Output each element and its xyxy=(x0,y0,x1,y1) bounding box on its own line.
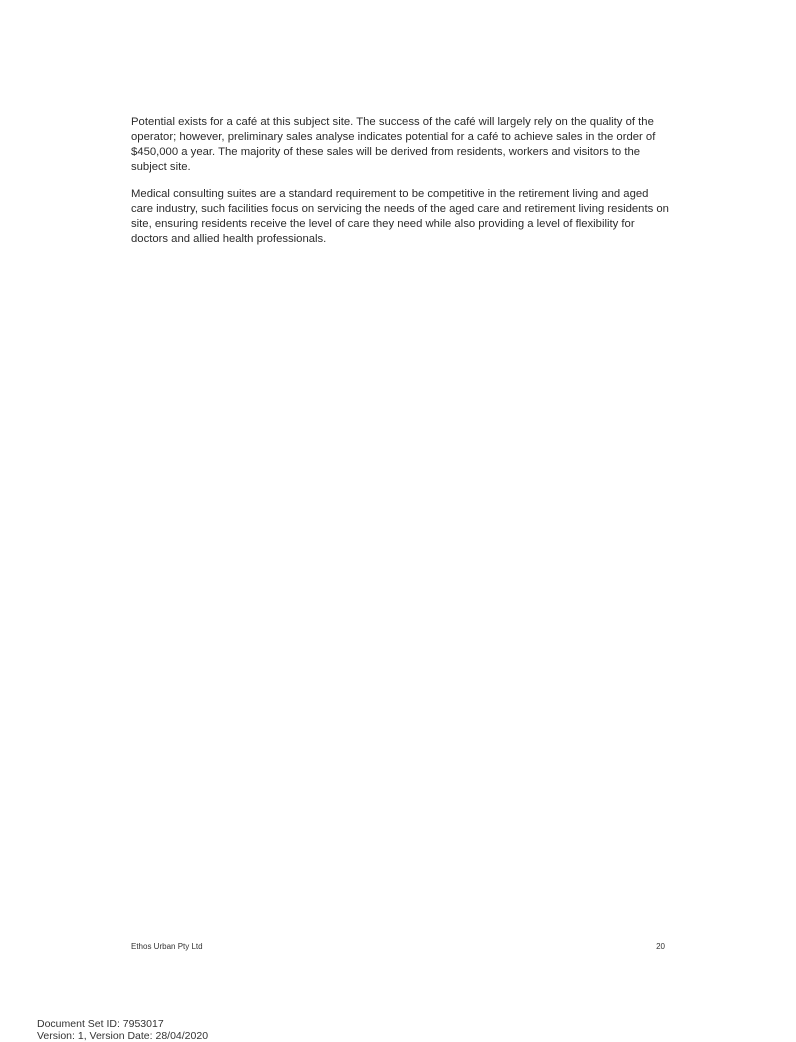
page-footer xyxy=(131,942,665,952)
footer-page-number: 20 xyxy=(656,942,665,951)
document-metadata xyxy=(37,1018,208,1042)
paragraph-cafe: Potential exists for a café at this subject site. The success of the café will largely rely on the quality of the operator; however, preliminary sales analyse indicates potential for a café to achieve sales in the order of $450,000 a year. The majority of these sales will be derived from residents, workers and visitors to the subject site. xyxy=(131,116,656,173)
document-set-id: Document Set ID: 7953017 xyxy=(37,1018,164,1030)
footer-company: Ethos Urban Pty Ltd xyxy=(131,942,203,951)
body-text xyxy=(131,115,671,259)
paragraph-medical-suites: Medical consulting suites are a standard requirement to be competitive in the retirement living and aged care industry, such facilities focus on servicing the needs of the aged care and retirement living residents on site, ensuring residents receive the level of care they need while also providing a level of flexibility for doctors and allied health professionals. xyxy=(131,188,669,245)
document-version: Version: 1, Version Date: 28/04/2020 xyxy=(37,1030,209,1042)
